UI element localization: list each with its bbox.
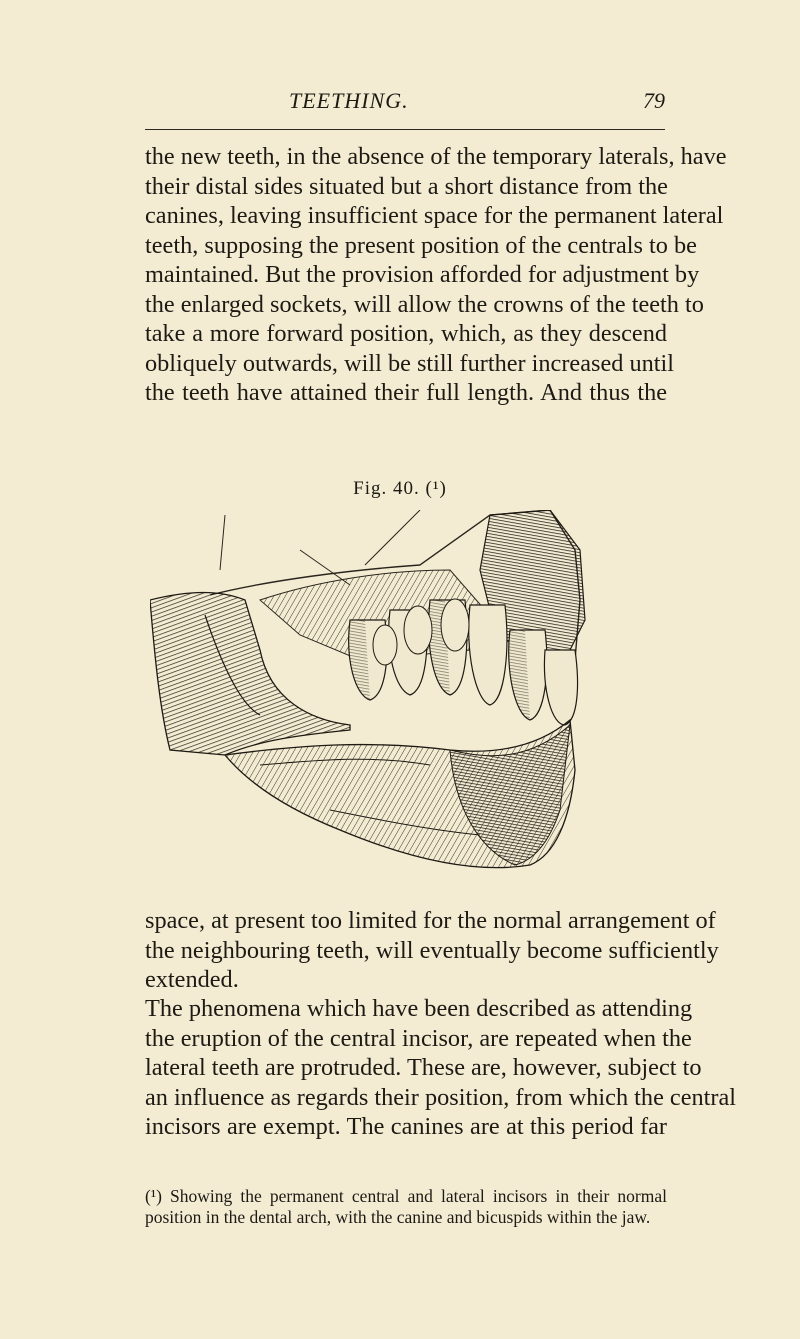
header-rule [145,129,665,130]
footnote-line: position in the dental arch, with the canine and bicuspids within the jaw. [145,1207,651,1227]
text-line: incisors are exempt. The canines are at this period far [145,1113,667,1140]
text-line: the eruption of the central incisor, are repeated when the [145,1024,692,1052]
text-line: their distal sides situated but a short distance from the [145,172,668,200]
text-line: lateral teeth are protruded. These are, however, subject to [145,1054,702,1081]
paragraph-3 [145,994,737,1142]
text-line: the teeth have attained their full length. And thus the [145,379,667,406]
text-line: obliquely outwards, will be still further increased until [145,349,675,377]
paragraph-1 [145,142,727,408]
text-line: an influence as regards their position, from which the central [145,1083,737,1111]
text-line: maintained. But the provision afforded for adjustment by [145,261,700,288]
text-line: the enlarged sockets, will allow the crowns of the teeth to [145,290,704,318]
text-line: canines, leaving insufficient space for the permanent lateral [145,202,724,229]
text-line: extended. [145,966,239,993]
jaw-illustration [150,510,590,880]
figure-caption: Fig. 40. (¹) [353,478,447,499]
text-line: teeth, supposing the present position of the centrals to be [145,231,697,259]
running-head [0,88,800,114]
text-line: the neighbouring teeth, will eventually become sufficiently [145,936,719,964]
page-number: 79 [643,88,665,113]
running-title: TEETHING. [289,88,409,113]
paragraph-2 [145,906,719,995]
text-line: the new teeth, in the absence of the temporary laterals, have [145,143,727,170]
text-line: The phenomena which have been described as attending [145,995,693,1022]
text-line: take a more forward position, which, as they descend [145,320,667,347]
text-line: space, at present too limited for the normal arrangement of [145,907,716,934]
footnote [145,1186,667,1228]
footnote-line: (¹) Showing the permanent central and lateral incisors in their normal [145,1186,667,1206]
